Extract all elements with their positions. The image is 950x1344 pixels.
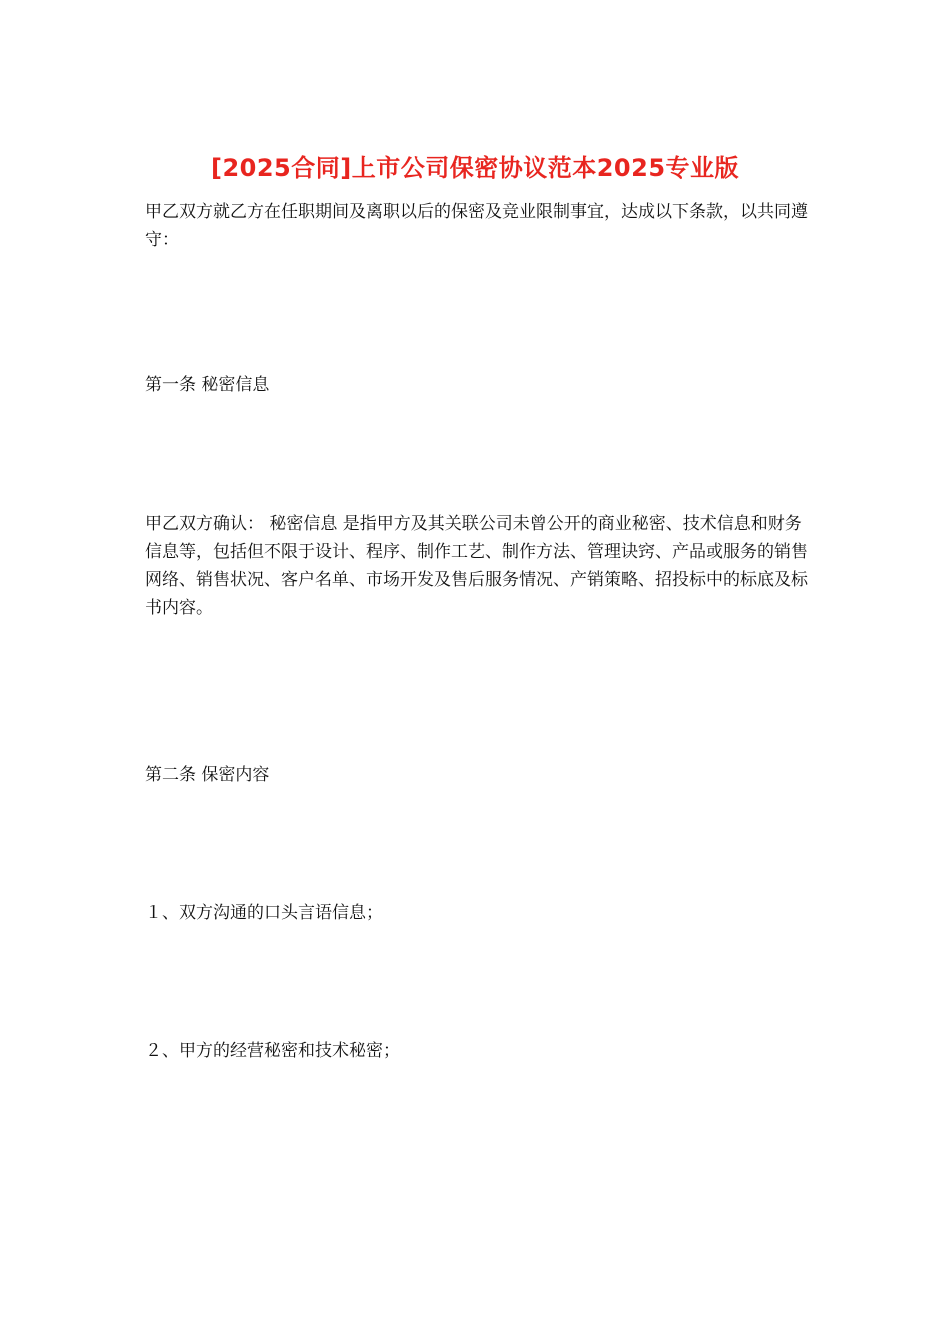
- intro-paragraph: 甲乙双方就乙方在任职期间及离职以后的保密及竞业限制事宜，达成以下条款，以共同遵守：: [145, 202, 808, 250]
- list-item: １、双方沟通的口头言语信息；: [145, 903, 383, 923]
- article-1-heading: 第一条 秘密信息: [145, 375, 270, 395]
- article-2-heading: 第二条 保密内容: [145, 765, 270, 785]
- document-title: [2025合同]上市公司保密协议范本2025专业版: [210, 154, 740, 182]
- article-1-body: 甲乙双方确认： 秘密信息 是指甲方及其关联公司未曾公开的商业秘密、技术信息和财务信息等，包括但不限于设计、程序、制作工艺、制作方法、管理诀窍、产品或服务的销售网络、销售状况、客户名单、市场开发及售后服务情况、产销策略、招投标中的标底及标书内容。: [145, 514, 808, 618]
- list-item: ２、甲方的经营秘密和技术秘密；: [145, 1041, 400, 1061]
